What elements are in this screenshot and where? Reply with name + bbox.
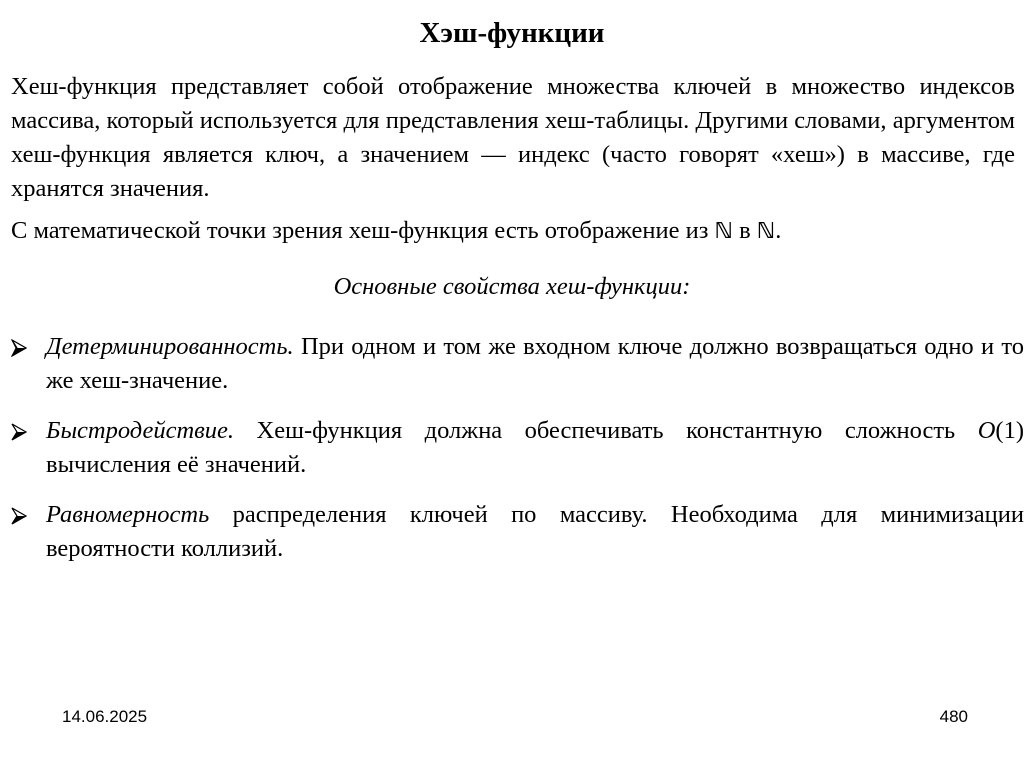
math-line-text-middle: в [732,217,757,244]
property-item-uniformity [0,498,1024,566]
property-description: Хеш-функция должна обеспечивать константную сложность [234,417,978,444]
property-description: При одном и том же входном ключе должно возвращаться одно и то же хеш-значение. [46,333,1024,394]
footer-page-number: 480 [939,707,968,726]
property-description: распределения ключей по массиву. Необходима для минимизации вероятности коллизий. [46,501,1024,562]
complexity-argument: (1) [995,417,1024,444]
complexity-symbol: O [977,417,996,444]
property-term: Равномерность [46,501,210,528]
natural-numbers-symbol: ℕ [756,219,776,244]
math-line-text-before: С математической точки зрения хеш-функция есть отображение из [11,217,715,244]
property-term: Быстродействие. [46,417,235,444]
slide-title: Хэш-функции [419,17,605,49]
footer-date: 14.06.2025 [62,707,148,726]
math-line-text-after: . [775,217,782,244]
properties-heading: Основные свойства хеш-функции: [333,273,691,300]
arrowhead-bullet-icon [10,423,28,441]
math-definition-line [11,214,1015,249]
property-term: Детерминированность. [46,333,294,360]
intro-paragraph: Хеш-функция представляет собой отображение множества ключей в множество индексов массива, который используется для представления хеш-таблицы. Другими словами, аргументом хеш-функция является ключ, а значением — индекс (часто говорят «хеш») в массиве, где хранятся значения. [11,73,1015,202]
natural-numbers-symbol: ℕ [714,219,733,244]
property-item-speed [0,414,1024,482]
property-item-determinism [0,330,1024,398]
property-description-end: вычисления её значений. [46,451,307,478]
arrowhead-bullet-icon [10,507,28,525]
arrowhead-bullet-icon [10,339,28,357]
properties-list [0,330,1024,582]
